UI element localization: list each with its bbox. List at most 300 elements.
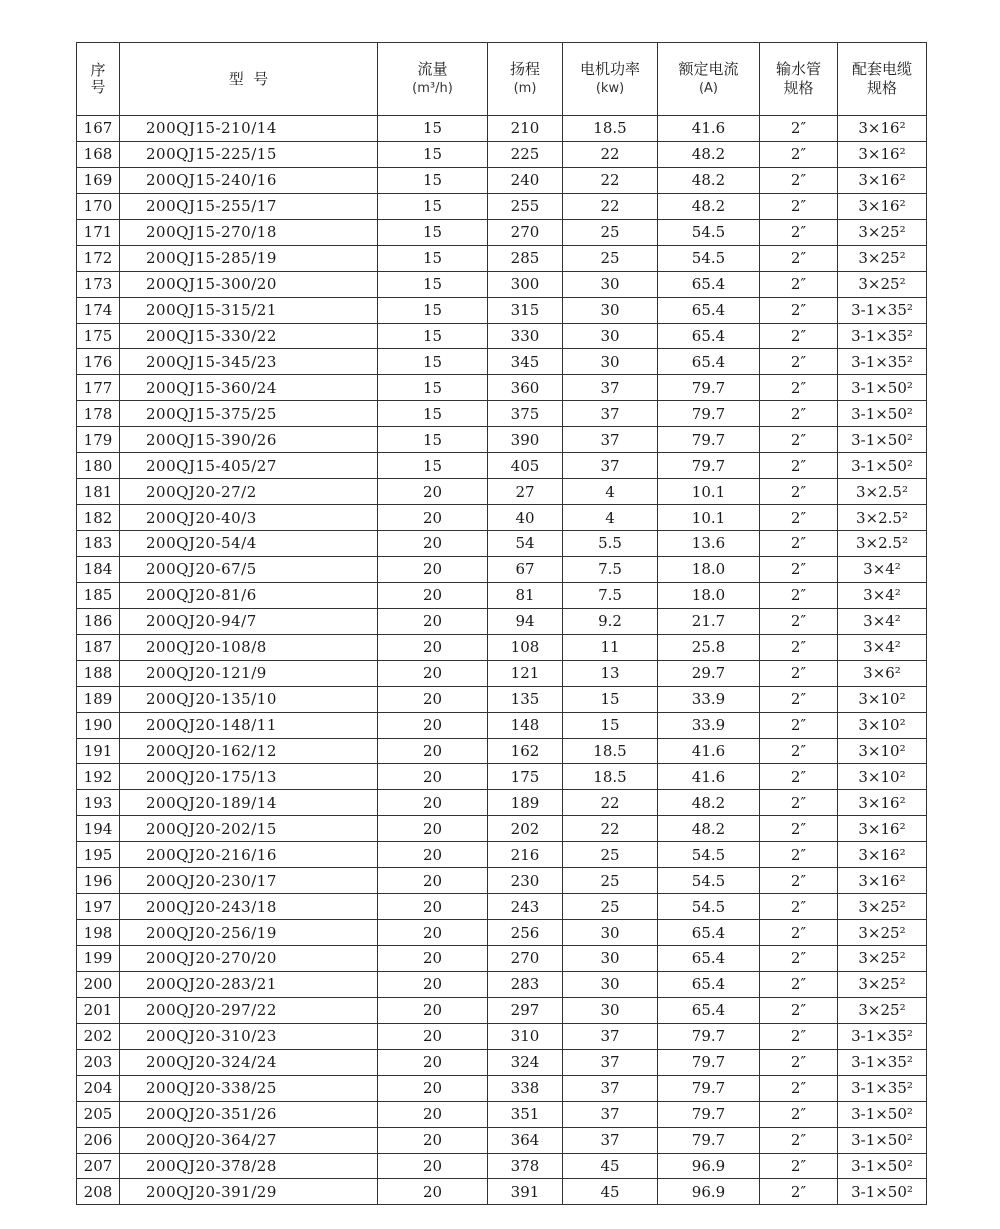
flow-cell: 20 bbox=[378, 686, 488, 712]
serial-number-cell: 192 bbox=[77, 764, 120, 790]
current-cell: 65.4 bbox=[658, 297, 760, 323]
power-cell: 13 bbox=[563, 660, 658, 686]
cable-cell: 3×16² bbox=[838, 842, 927, 868]
current-cell: 65.4 bbox=[658, 997, 760, 1023]
serial-number-cell: 184 bbox=[77, 556, 120, 582]
current-cell: 10.1 bbox=[658, 479, 760, 505]
serial-number-cell: 182 bbox=[77, 505, 120, 531]
current-cell: 10.1 bbox=[658, 505, 760, 531]
current-cell: 18.0 bbox=[658, 582, 760, 608]
table-row bbox=[77, 1049, 927, 1075]
serial-number-cell: 177 bbox=[77, 375, 120, 401]
power-cell: 30 bbox=[563, 323, 658, 349]
head-cell: 243 bbox=[488, 894, 563, 920]
power-cell: 22 bbox=[563, 167, 658, 193]
model-cell: 200QJ15-375/25 bbox=[120, 401, 378, 427]
table-body bbox=[77, 116, 927, 1205]
table-row bbox=[77, 116, 927, 142]
flow-cell: 20 bbox=[378, 1127, 488, 1153]
header-flow: 流量 (m³/h) bbox=[378, 43, 488, 116]
power-cell: 25 bbox=[563, 894, 658, 920]
current-cell: 48.2 bbox=[658, 141, 760, 167]
cable-cell: 3×4² bbox=[838, 582, 927, 608]
cable-cell: 3-1×35² bbox=[838, 1075, 927, 1101]
power-cell: 37 bbox=[563, 401, 658, 427]
model-cell: 200QJ15-225/15 bbox=[120, 141, 378, 167]
pipe-cell: 2″ bbox=[760, 946, 838, 972]
head-cell: 345 bbox=[488, 349, 563, 375]
current-cell: 54.5 bbox=[658, 842, 760, 868]
serial-number-cell: 196 bbox=[77, 868, 120, 894]
current-cell: 13.6 bbox=[658, 531, 760, 557]
serial-number-cell: 169 bbox=[77, 167, 120, 193]
pipe-cell: 2″ bbox=[760, 634, 838, 660]
model-cell: 200QJ20-27/2 bbox=[120, 479, 378, 505]
flow-cell: 15 bbox=[378, 349, 488, 375]
cable-cell: 3×10² bbox=[838, 712, 927, 738]
model-cell: 200QJ20-256/19 bbox=[120, 920, 378, 946]
current-cell: 65.4 bbox=[658, 920, 760, 946]
flow-cell: 20 bbox=[378, 712, 488, 738]
flow-cell: 20 bbox=[378, 479, 488, 505]
serial-number-cell: 206 bbox=[77, 1127, 120, 1153]
model-cell: 200QJ15-360/24 bbox=[120, 375, 378, 401]
pipe-cell: 2″ bbox=[760, 556, 838, 582]
cable-cell: 3-1×50² bbox=[838, 1101, 927, 1127]
power-cell: 45 bbox=[563, 1179, 658, 1205]
table-row bbox=[77, 634, 927, 660]
cable-cell: 3×16² bbox=[838, 116, 927, 142]
pipe-cell: 2″ bbox=[760, 920, 838, 946]
power-cell: 37 bbox=[563, 453, 658, 479]
cable-cell: 3×2.5² bbox=[838, 531, 927, 557]
cable-cell: 3-1×50² bbox=[838, 427, 927, 453]
table-row bbox=[77, 660, 927, 686]
pipe-cell: 2″ bbox=[760, 479, 838, 505]
model-cell: 200QJ20-40/3 bbox=[120, 505, 378, 531]
power-cell: 25 bbox=[563, 219, 658, 245]
flow-cell: 20 bbox=[378, 1179, 488, 1205]
pipe-cell: 2″ bbox=[760, 141, 838, 167]
head-cell: 310 bbox=[488, 1023, 563, 1049]
cable-cell: 3×2.5² bbox=[838, 479, 927, 505]
head-cell: 40 bbox=[488, 505, 563, 531]
table-row bbox=[77, 971, 927, 997]
head-cell: 148 bbox=[488, 712, 563, 738]
current-cell: 48.2 bbox=[658, 193, 760, 219]
flow-cell: 15 bbox=[378, 141, 488, 167]
pipe-cell: 2″ bbox=[760, 245, 838, 271]
cable-cell: 3×25² bbox=[838, 219, 927, 245]
serial-number-cell: 199 bbox=[77, 946, 120, 972]
head-cell: 375 bbox=[488, 401, 563, 427]
pipe-cell: 2″ bbox=[760, 686, 838, 712]
model-cell: 200QJ20-283/21 bbox=[120, 971, 378, 997]
head-cell: 360 bbox=[488, 375, 563, 401]
table-row bbox=[77, 531, 927, 557]
head-cell: 121 bbox=[488, 660, 563, 686]
model-cell: 200QJ20-81/6 bbox=[120, 582, 378, 608]
pipe-cell: 2″ bbox=[760, 868, 838, 894]
model-cell: 200QJ15-300/20 bbox=[120, 271, 378, 297]
serial-number-cell: 189 bbox=[77, 686, 120, 712]
serial-number-cell: 181 bbox=[77, 479, 120, 505]
cable-cell: 3×2.5² bbox=[838, 505, 927, 531]
serial-number-cell: 204 bbox=[77, 1075, 120, 1101]
flow-cell: 20 bbox=[378, 1101, 488, 1127]
pipe-cell: 2″ bbox=[760, 1101, 838, 1127]
power-cell: 30 bbox=[563, 946, 658, 972]
head-cell: 364 bbox=[488, 1127, 563, 1153]
flow-cell: 20 bbox=[378, 790, 488, 816]
cable-cell: 3×16² bbox=[838, 868, 927, 894]
head-cell: 270 bbox=[488, 946, 563, 972]
pipe-cell: 2″ bbox=[760, 193, 838, 219]
table-row bbox=[77, 453, 927, 479]
cable-cell: 3-1×35² bbox=[838, 297, 927, 323]
table-row bbox=[77, 842, 927, 868]
head-cell: 405 bbox=[488, 453, 563, 479]
power-cell: 37 bbox=[563, 1075, 658, 1101]
current-cell: 79.7 bbox=[658, 1023, 760, 1049]
flow-cell: 15 bbox=[378, 323, 488, 349]
power-cell: 30 bbox=[563, 297, 658, 323]
power-cell: 11 bbox=[563, 634, 658, 660]
head-cell: 162 bbox=[488, 738, 563, 764]
pipe-cell: 2″ bbox=[760, 531, 838, 557]
power-cell: 37 bbox=[563, 427, 658, 453]
head-cell: 255 bbox=[488, 193, 563, 219]
power-cell: 22 bbox=[563, 193, 658, 219]
serial-number-cell: 193 bbox=[77, 790, 120, 816]
cable-cell: 3-1×35² bbox=[838, 323, 927, 349]
serial-number-cell: 171 bbox=[77, 219, 120, 245]
serial-number-cell: 185 bbox=[77, 582, 120, 608]
pipe-cell: 2″ bbox=[760, 297, 838, 323]
head-cell: 351 bbox=[488, 1101, 563, 1127]
head-cell: 283 bbox=[488, 971, 563, 997]
current-cell: 79.7 bbox=[658, 1127, 760, 1153]
model-cell: 200QJ15-255/17 bbox=[120, 193, 378, 219]
header-model: 型 号 bbox=[120, 43, 378, 116]
table-row bbox=[77, 764, 927, 790]
current-cell: 54.5 bbox=[658, 894, 760, 920]
cable-cell: 3×10² bbox=[838, 738, 927, 764]
power-cell: 25 bbox=[563, 842, 658, 868]
pipe-cell: 2″ bbox=[760, 997, 838, 1023]
flow-cell: 15 bbox=[378, 219, 488, 245]
model-cell: 200QJ20-162/12 bbox=[120, 738, 378, 764]
pipe-cell: 2″ bbox=[760, 971, 838, 997]
current-cell: 79.7 bbox=[658, 427, 760, 453]
power-cell: 37 bbox=[563, 375, 658, 401]
pipe-cell: 2″ bbox=[760, 375, 838, 401]
header-head: 扬程 (m) bbox=[488, 43, 563, 116]
model-cell: 200QJ20-351/26 bbox=[120, 1101, 378, 1127]
serial-number-cell: 167 bbox=[77, 116, 120, 142]
power-cell: 30 bbox=[563, 971, 658, 997]
cable-cell: 3×16² bbox=[838, 193, 927, 219]
table-row bbox=[77, 608, 927, 634]
table-row bbox=[77, 323, 927, 349]
flow-cell: 20 bbox=[378, 531, 488, 557]
flow-cell: 15 bbox=[378, 167, 488, 193]
table-row bbox=[77, 193, 927, 219]
pipe-cell: 2″ bbox=[760, 1023, 838, 1049]
pipe-cell: 2″ bbox=[760, 764, 838, 790]
serial-number-cell: 186 bbox=[77, 608, 120, 634]
cable-cell: 3×6² bbox=[838, 660, 927, 686]
model-cell: 200QJ20-297/22 bbox=[120, 997, 378, 1023]
head-cell: 390 bbox=[488, 427, 563, 453]
current-cell: 54.5 bbox=[658, 219, 760, 245]
head-cell: 285 bbox=[488, 245, 563, 271]
header-serial-number: 序号 bbox=[77, 43, 120, 116]
power-cell: 18.5 bbox=[563, 116, 658, 142]
current-cell: 65.4 bbox=[658, 323, 760, 349]
head-cell: 230 bbox=[488, 868, 563, 894]
head-cell: 338 bbox=[488, 1075, 563, 1101]
table-row bbox=[77, 686, 927, 712]
serial-number-cell: 200 bbox=[77, 971, 120, 997]
model-cell: 200QJ20-364/27 bbox=[120, 1127, 378, 1153]
power-cell: 22 bbox=[563, 790, 658, 816]
flow-cell: 20 bbox=[378, 764, 488, 790]
serial-number-cell: 195 bbox=[77, 842, 120, 868]
flow-cell: 20 bbox=[378, 660, 488, 686]
pipe-cell: 2″ bbox=[760, 712, 838, 738]
serial-number-cell: 178 bbox=[77, 401, 120, 427]
pipe-cell: 2″ bbox=[760, 323, 838, 349]
model-cell: 200QJ20-230/17 bbox=[120, 868, 378, 894]
cable-cell: 3×25² bbox=[838, 946, 927, 972]
head-cell: 324 bbox=[488, 1049, 563, 1075]
current-cell: 48.2 bbox=[658, 167, 760, 193]
power-cell: 30 bbox=[563, 271, 658, 297]
power-cell: 25 bbox=[563, 245, 658, 271]
header-cable-spec: 配套电缆规格 bbox=[838, 43, 927, 116]
head-cell: 391 bbox=[488, 1179, 563, 1205]
flow-cell: 20 bbox=[378, 842, 488, 868]
flow-cell: 20 bbox=[378, 1153, 488, 1179]
power-cell: 18.5 bbox=[563, 764, 658, 790]
pipe-cell: 2″ bbox=[760, 349, 838, 375]
table-row bbox=[77, 505, 927, 531]
serial-number-cell: 205 bbox=[77, 1101, 120, 1127]
model-cell: 200QJ15-405/27 bbox=[120, 453, 378, 479]
flow-cell: 15 bbox=[378, 193, 488, 219]
serial-number-cell: 187 bbox=[77, 634, 120, 660]
model-cell: 200QJ20-310/23 bbox=[120, 1023, 378, 1049]
model-cell: 200QJ20-135/10 bbox=[120, 686, 378, 712]
table-row bbox=[77, 1179, 927, 1205]
model-cell: 200QJ20-94/7 bbox=[120, 608, 378, 634]
pump-spec-table bbox=[76, 42, 927, 1205]
table-row bbox=[77, 816, 927, 842]
model-cell: 200QJ20-216/16 bbox=[120, 842, 378, 868]
table-row bbox=[77, 920, 927, 946]
serial-number-cell: 190 bbox=[77, 712, 120, 738]
power-cell: 45 bbox=[563, 1153, 658, 1179]
table-row bbox=[77, 712, 927, 738]
power-cell: 9.2 bbox=[563, 608, 658, 634]
model-cell: 200QJ20-338/25 bbox=[120, 1075, 378, 1101]
model-cell: 200QJ15-240/16 bbox=[120, 167, 378, 193]
cable-cell: 3-1×50² bbox=[838, 375, 927, 401]
power-cell: 37 bbox=[563, 1023, 658, 1049]
serial-number-cell: 174 bbox=[77, 297, 120, 323]
flow-cell: 15 bbox=[378, 297, 488, 323]
flow-cell: 20 bbox=[378, 894, 488, 920]
head-cell: 202 bbox=[488, 816, 563, 842]
pipe-cell: 2″ bbox=[760, 505, 838, 531]
model-cell: 200QJ20-378/28 bbox=[120, 1153, 378, 1179]
table-row bbox=[77, 245, 927, 271]
pipe-cell: 2″ bbox=[760, 660, 838, 686]
head-cell: 240 bbox=[488, 167, 563, 193]
serial-number-cell: 180 bbox=[77, 453, 120, 479]
head-cell: 216 bbox=[488, 842, 563, 868]
cable-cell: 3×16² bbox=[838, 790, 927, 816]
model-cell: 200QJ15-315/21 bbox=[120, 297, 378, 323]
flow-cell: 20 bbox=[378, 505, 488, 531]
power-cell: 37 bbox=[563, 1127, 658, 1153]
model-cell: 200QJ20-148/11 bbox=[120, 712, 378, 738]
pipe-cell: 2″ bbox=[760, 738, 838, 764]
current-cell: 29.7 bbox=[658, 660, 760, 686]
cable-cell: 3×10² bbox=[838, 686, 927, 712]
table-row bbox=[77, 271, 927, 297]
model-cell: 200QJ20-54/4 bbox=[120, 531, 378, 557]
pipe-cell: 2″ bbox=[760, 894, 838, 920]
serial-number-cell: 208 bbox=[77, 1179, 120, 1205]
table-row bbox=[77, 427, 927, 453]
power-cell: 22 bbox=[563, 141, 658, 167]
flow-cell: 20 bbox=[378, 971, 488, 997]
flow-cell: 15 bbox=[378, 401, 488, 427]
table-row bbox=[77, 349, 927, 375]
flow-cell: 20 bbox=[378, 582, 488, 608]
model-cell: 200QJ20-189/14 bbox=[120, 790, 378, 816]
current-cell: 96.9 bbox=[658, 1153, 760, 1179]
current-cell: 48.2 bbox=[658, 790, 760, 816]
table-row bbox=[77, 1153, 927, 1179]
table-row bbox=[77, 1023, 927, 1049]
current-cell: 79.7 bbox=[658, 375, 760, 401]
table-row bbox=[77, 375, 927, 401]
flow-cell: 15 bbox=[378, 453, 488, 479]
pipe-cell: 2″ bbox=[760, 1075, 838, 1101]
pump-spec-sheet bbox=[76, 42, 927, 1205]
pipe-cell: 2″ bbox=[760, 608, 838, 634]
current-cell: 96.9 bbox=[658, 1179, 760, 1205]
table-row bbox=[77, 790, 927, 816]
head-cell: 378 bbox=[488, 1153, 563, 1179]
model-cell: 200QJ15-330/22 bbox=[120, 323, 378, 349]
cable-cell: 3-1×35² bbox=[838, 349, 927, 375]
head-cell: 67 bbox=[488, 556, 563, 582]
power-cell: 25 bbox=[563, 868, 658, 894]
power-cell: 22 bbox=[563, 816, 658, 842]
pipe-cell: 2″ bbox=[760, 816, 838, 842]
pipe-cell: 2″ bbox=[760, 453, 838, 479]
current-cell: 65.4 bbox=[658, 946, 760, 972]
flow-cell: 15 bbox=[378, 271, 488, 297]
model-cell: 200QJ15-345/23 bbox=[120, 349, 378, 375]
cable-cell: 3×4² bbox=[838, 634, 927, 660]
header-pipe-spec: 输水管规格 bbox=[760, 43, 838, 116]
model-cell: 200QJ20-108/8 bbox=[120, 634, 378, 660]
cable-cell: 3×25² bbox=[838, 920, 927, 946]
cable-cell: 3×16² bbox=[838, 141, 927, 167]
pipe-cell: 2″ bbox=[760, 401, 838, 427]
table-row bbox=[77, 894, 927, 920]
cable-cell: 3-1×50² bbox=[838, 1153, 927, 1179]
flow-cell: 15 bbox=[378, 375, 488, 401]
table-row bbox=[77, 738, 927, 764]
flow-cell: 20 bbox=[378, 816, 488, 842]
flow-cell: 20 bbox=[378, 556, 488, 582]
header-rated-current: 额定电流 (A) bbox=[658, 43, 760, 116]
table-header-row bbox=[77, 43, 927, 116]
table-row bbox=[77, 479, 927, 505]
table-row bbox=[77, 997, 927, 1023]
cable-cell: 3-1×50² bbox=[838, 401, 927, 427]
model-cell: 200QJ15-390/26 bbox=[120, 427, 378, 453]
table-row bbox=[77, 167, 927, 193]
head-cell: 210 bbox=[488, 116, 563, 142]
serial-number-cell: 202 bbox=[77, 1023, 120, 1049]
serial-number-cell: 168 bbox=[77, 141, 120, 167]
flow-cell: 20 bbox=[378, 920, 488, 946]
cable-cell: 3×4² bbox=[838, 608, 927, 634]
current-cell: 54.5 bbox=[658, 868, 760, 894]
pipe-cell: 2″ bbox=[760, 1153, 838, 1179]
head-cell: 54 bbox=[488, 531, 563, 557]
serial-number-cell: 203 bbox=[77, 1049, 120, 1075]
cable-cell: 3×25² bbox=[838, 245, 927, 271]
model-cell: 200QJ15-270/18 bbox=[120, 219, 378, 245]
current-cell: 41.6 bbox=[658, 764, 760, 790]
flow-cell: 20 bbox=[378, 1023, 488, 1049]
flow-cell: 20 bbox=[378, 1049, 488, 1075]
current-cell: 33.9 bbox=[658, 686, 760, 712]
cable-cell: 3-1×50² bbox=[838, 453, 927, 479]
table-row bbox=[77, 556, 927, 582]
head-cell: 81 bbox=[488, 582, 563, 608]
serial-number-cell: 179 bbox=[77, 427, 120, 453]
current-cell: 21.7 bbox=[658, 608, 760, 634]
model-cell: 200QJ20-324/24 bbox=[120, 1049, 378, 1075]
cable-cell: 3-1×50² bbox=[838, 1179, 927, 1205]
serial-number-cell: 172 bbox=[77, 245, 120, 271]
current-cell: 54.5 bbox=[658, 245, 760, 271]
head-cell: 225 bbox=[488, 141, 563, 167]
table-row bbox=[77, 297, 927, 323]
cable-cell: 3×10² bbox=[838, 764, 927, 790]
model-cell: 200QJ20-121/9 bbox=[120, 660, 378, 686]
model-cell: 200QJ20-67/5 bbox=[120, 556, 378, 582]
flow-cell: 15 bbox=[378, 427, 488, 453]
current-cell: 48.2 bbox=[658, 816, 760, 842]
serial-number-cell: 183 bbox=[77, 531, 120, 557]
cable-cell: 3×16² bbox=[838, 167, 927, 193]
cable-cell: 3×25² bbox=[838, 997, 927, 1023]
flow-cell: 20 bbox=[378, 946, 488, 972]
power-cell: 30 bbox=[563, 349, 658, 375]
flow-cell: 20 bbox=[378, 738, 488, 764]
current-cell: 65.4 bbox=[658, 349, 760, 375]
